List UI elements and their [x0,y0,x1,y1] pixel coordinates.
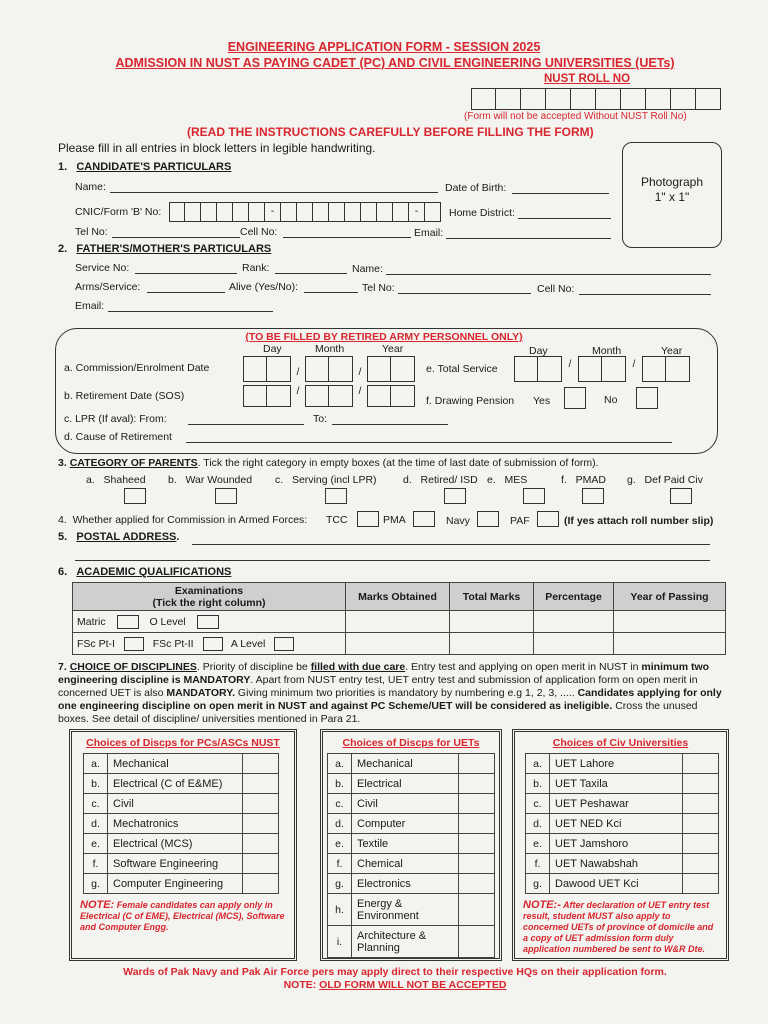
home-district-field[interactable] [518,218,611,219]
section-4-text: 4. Whether applied for Commission in Armed Forces: [58,514,308,526]
fsc1-label: FSc Pt-I [77,637,115,650]
priority-box[interactable] [243,834,279,854]
navy-label: Navy [446,515,470,527]
paf-checkbox[interactable] [537,511,559,527]
civ-universities-box [512,729,729,961]
email-label: Email: [414,227,444,239]
mes-checkbox[interactable] [523,488,545,504]
list-item: g. Computer Engineering [84,874,279,894]
parent-tel-label: Tel No: [362,282,395,294]
name-field[interactable] [110,192,438,193]
tcc-label: TCC [326,514,348,526]
tel-field[interactable] [112,237,240,238]
day-header: Day [263,343,282,355]
exam-header: Examinations (Tick the right column) [73,583,346,611]
priority-box[interactable] [459,926,495,958]
section-6-heading: 6. ACADEMIC QUALIFICATIONS [58,566,232,578]
form-title: ENGINEERING APPLICATION FORM - SESSION 2025 [227,40,541,54]
tcc-checkbox[interactable] [357,511,379,527]
priority-box[interactable] [243,774,279,794]
lpr-to-label: To: [313,413,328,425]
nust-choices-box [69,729,297,961]
priority-box[interactable] [243,794,279,814]
list-item: d. Computer [328,814,495,834]
matric-label: Matric [77,615,106,628]
priority-box[interactable] [243,854,279,874]
photo-label: Photograph [640,175,704,189]
service-month-header: Month [592,345,622,357]
photo-size: 1" x 1" [654,190,690,204]
paf-label: PAF [510,515,530,527]
civ-note: NOTE:- After declaration of UET entry test result, student MUST also apply to concerned UETs of province of domicile and a copy of UET admission form duly application numbered be sent to W&R Dte. [523,899,714,954]
table-row [73,611,726,633]
drawing-pension-label: f. Drawing Pension [426,395,515,407]
pension-yes-box[interactable] [564,387,586,409]
alive-field[interactable] [304,292,358,293]
section-5-heading: 5. POSTAL ADDRESS. [58,531,180,543]
parent-name-label: Name: [352,263,383,275]
postal-address-line-1[interactable] [192,544,710,545]
cause-retirement-label: d. Cause of Retirement [64,431,172,443]
cause-retirement-field[interactable] [186,442,672,443]
priority-box[interactable] [459,874,495,894]
academic-table [72,582,726,655]
table-row [73,633,726,655]
priority-box[interactable] [459,774,495,794]
nust-note: NOTE: Female candidates can apply only in Electrical (C of EME), Electrical (MCS), Software and Computer Engg. [80,899,285,932]
uet-choices-box [320,729,502,961]
roll-number-note: (Form will not be accepted Without NUST Roll No) [464,111,687,122]
list-item: a. Mechanical [84,754,279,774]
fsc-marks[interactable] [346,633,450,655]
commission-date-boxes[interactable]: / / [243,356,415,382]
serving-checkbox[interactable] [325,488,347,504]
fsc-total[interactable] [450,633,534,655]
olevel-checkbox[interactable] [197,615,219,629]
parent-cell-label: Cell No: [537,283,575,295]
list-item: g. Electronics [328,874,495,894]
list-item: b. UET Taxila [526,774,719,794]
civ-choices-table [525,753,719,894]
fsc2-checkbox[interactable] [203,637,223,651]
civ-choices-title: Choices of Civ Universities [552,737,689,749]
priority-box[interactable] [243,874,279,894]
list-item: b. Electrical [328,774,495,794]
home-district-label: Home District: [449,207,515,219]
priority-box[interactable] [683,874,719,894]
rank-label: Rank: [242,262,270,274]
priority-box[interactable] [459,854,495,874]
read-instructions: (READ THE INSTRUCTIONS CAREFULLY BEFORE FILLING THE FORM) [187,125,594,139]
arms-label: Arms/Service: [75,281,141,293]
list-item: c. Civil [328,794,495,814]
priority-box[interactable] [683,814,719,834]
nust-choices-table [83,753,279,894]
parent-email-field[interactable] [108,311,273,312]
dob-field[interactable] [512,193,609,194]
list-item: e. UET Jamshoro [526,834,719,854]
list-item: e. Electrical (MCS) [84,834,279,854]
priority-box[interactable] [459,814,495,834]
matric-total[interactable] [450,611,534,633]
priority-box[interactable] [683,794,719,814]
lpr-from-field[interactable] [188,424,304,425]
list-item: e. Textile [328,834,495,854]
roll-number-boxes[interactable] [471,88,721,110]
matric-checkbox[interactable] [117,615,139,629]
pma-checkbox[interactable] [413,511,435,527]
retired-checkbox[interactable] [444,488,466,504]
percentage-header: Percentage [534,583,614,611]
year-header: Year [382,343,404,355]
priority-box[interactable] [459,754,495,774]
list-item: h. Energy & Environment [328,894,495,926]
service-year-header: Year [661,345,683,357]
shaheed-checkbox[interactable] [124,488,146,504]
alevel-checkbox[interactable] [274,637,294,651]
alive-label: Alive (Yes/No): [229,281,299,293]
list-item: c. UET Peshawar [526,794,719,814]
total-service-label: e. Total Service [426,363,498,375]
pension-no-box[interactable] [636,387,658,409]
pension-yes-label: Yes [533,395,551,407]
name-label: Name: [75,181,106,193]
arms-field[interactable] [147,292,225,293]
priority-box[interactable] [683,774,719,794]
footer-wards-note: Wards of Pak Navy and Pak Air Force pers may apply direct to their respective HQs on their application form. [123,966,667,978]
priority-box[interactable] [683,834,719,854]
list-item: f. Chemical [328,854,495,874]
navy-checkbox[interactable] [477,511,499,527]
section-7-paragraph: 7. CHOICE OF DISCIPLINES. Priority of discipline be filled with due care. Entry test and applying on open merit in NUST in minimum two engineering discipline is MANDATORY. Apart from NUST entry test, UET entry test and submission of application form on open merit in concerned UET is also MANDATORY. Giving minimum two priorities is mandatory by numbering e.g 1, 2, 3, ..... Candidates applying for only one engineering discipline on open merit in NUST and against PC Scheme/UET will be considered as ineligible. Cross the unused boxes. See detail of discipline/ universities mentioned in Para 21. [58,661,722,725]
commission-date-label: a. Commission/Enrolment Date [64,362,210,374]
fsc-year[interactable] [614,633,726,655]
section-1-heading: 1. CANDIDATE'S PARTICULARS [58,161,232,173]
retirement-date-label: b. Retirement Date (SOS) [64,390,185,402]
footer-old-form-note: NOTE: OLD FORM WILL NOT BE ACCEPTED [283,979,507,991]
roll-number-label: NUST ROLL NO [544,73,631,85]
pmad-checkbox[interactable] [582,488,604,504]
list-item: g. Dawood UET Kci [526,874,719,894]
cnic-boxes[interactable]: - - [169,202,441,222]
def-paid-civ-checkbox[interactable] [670,488,692,504]
matric-marks[interactable] [346,611,450,633]
retirement-date-boxes[interactable]: / / [243,385,415,407]
retired-army-heading: (TO BE FILLED BY RETIRED ARMY PERSONNEL ONLY) [245,331,523,343]
parent-name-field[interactable] [386,274,711,275]
list-item: f. UET Nawabshah [526,854,719,874]
matric-year[interactable] [614,611,726,633]
rank-field[interactable] [275,273,347,274]
form-subtitle: ADMISSION IN NUST AS PAYING CADET (PC) AND CIVIL ENGINEERING UNIVERSITIES (UETs) [115,56,675,70]
uet-choices-title: Choices of Discps for UETs [342,737,480,749]
cnic-label: CNIC/Form 'B' No: [75,206,162,218]
section-2-heading: 2. FATHER'S/MOTHER'S PARTICULARS [58,243,272,255]
month-header: Month [315,343,345,355]
pension-no-label: No [604,394,618,406]
pma-label: PMA [383,514,406,526]
priority-box[interactable] [243,814,279,834]
year-header: Year of Passing [614,583,726,611]
priority-box[interactable] [683,854,719,874]
list-item: a. UET Lahore [526,754,719,774]
fsc-pct[interactable] [534,633,614,655]
tel-label: Tel No: [75,226,108,238]
war-wounded-checkbox[interactable] [215,488,237,504]
cell-field[interactable] [283,237,411,238]
cell-label: Cell No: [240,226,278,238]
postal-address-line-2[interactable] [75,560,710,561]
list-item: c. Civil [84,794,279,814]
priority-box[interactable] [459,834,495,854]
total-service-boxes[interactable]: / / [514,356,690,382]
priority-box[interactable] [459,794,495,814]
dob-label: Date of Birth: [445,182,507,194]
fsc2-label: FSc Pt-II [152,637,194,650]
parent-tel-field[interactable] [398,293,531,294]
list-item: b. Electrical (C of E&ME) [84,774,279,794]
priority-box[interactable] [243,754,279,774]
photograph-box [622,142,722,248]
olevel-label: O Level [149,615,186,628]
list-item: d. UET NED Kci [526,814,719,834]
lpr-from-label: c. LPR (If aval): From: [64,413,167,425]
total-header: Total Marks [450,583,534,611]
email-field[interactable] [446,238,611,239]
parent-email-label: Email: [75,300,105,312]
fill-instruction: Please fill in all entries in block letters in legible handwriting. [58,141,376,155]
section-3-heading: 3. CATEGORY OF PARENTS. Tick the right category in empty boxes (at the time of last date of submission of form). [58,457,599,469]
parent-cell-field[interactable] [579,294,711,295]
alevel-label: A Level [230,637,266,650]
service-no-label: Service No: [75,262,130,274]
nust-choices-title: Choices of Discps for PCs/ASCs NUST [86,737,280,749]
uet-choices-table [327,753,495,958]
lpr-to-field[interactable] [332,424,448,425]
service-no-field[interactable] [135,273,237,274]
service-day-header: Day [529,345,548,357]
list-item: i. Architecture & Planning [328,926,495,958]
list-item: a. Mechanical [328,754,495,774]
list-item: d. Mechatronics [84,814,279,834]
matric-pct[interactable] [534,611,614,633]
priority-box[interactable] [683,754,719,774]
list-item: f. Software Engineering [84,854,279,874]
priority-box[interactable] [459,894,495,926]
fsc1-checkbox[interactable] [124,637,144,651]
parent-category-row: a. Shaheed b. War Wounded c. Serving (incl LPR) d. Retired/ ISD e. MES f. PMAD g. Def Paid Civ [86,474,726,508]
marks-header: Marks Obtained [346,583,450,611]
roll-slip-note: (If yes attach roll number slip) [564,515,714,527]
